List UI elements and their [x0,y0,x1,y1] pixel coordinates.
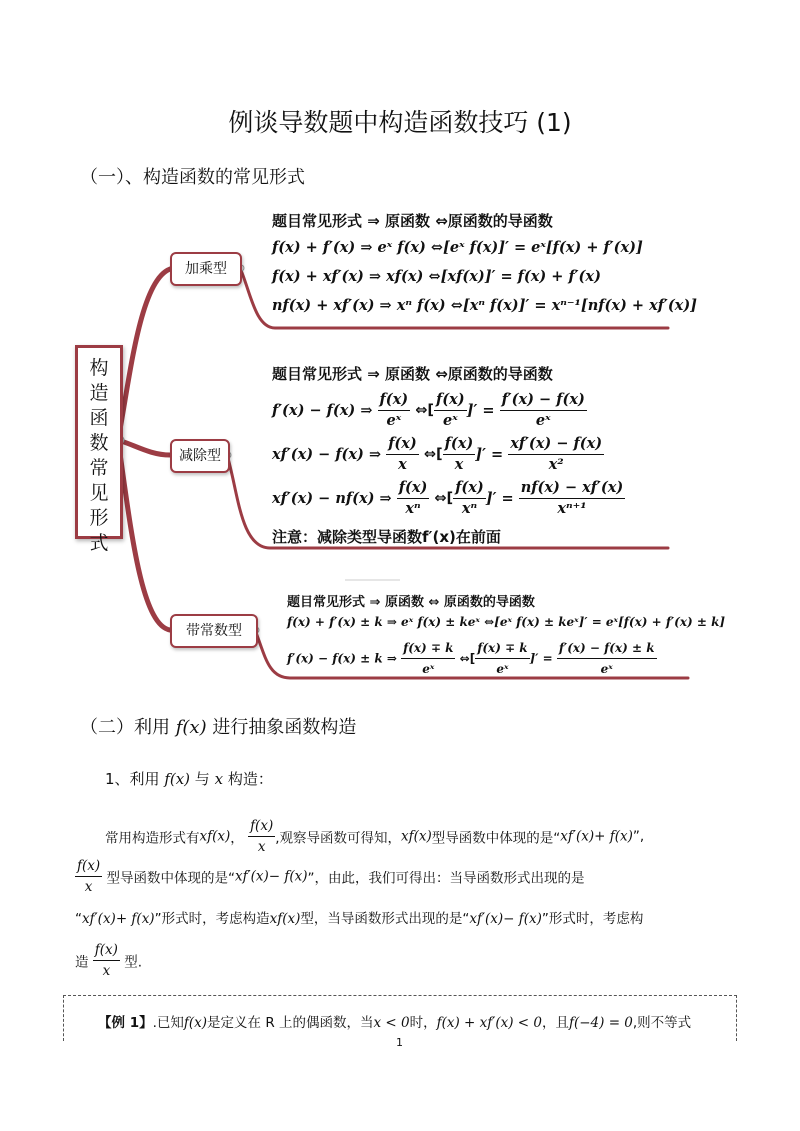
page-title: 例谈导数题中构造函数技巧 (1) [228,108,572,137]
paragraph-line-1: 常用构造形式有xf(x)， $\frac{f(x)}{x}$ ,观察导函数可得知，xf(x)型导函数中体现的是“xf′(x)+ f(x)”, [105,818,645,855]
branch1-header: 题目常见形式 ⇒ 原函数 ⇔原函数的导函数 [272,212,553,230]
branch2-formula-1: f′(x) − f(x) ⇒ $\frac{f(x)}{\text{eˣ}}$ ⇔[ $\frac{f(x)}{\text{eˣ}}$ ]′ = $\frac{f'(x) - f(x)}{\text{eˣ}}$ [272,391,585,429]
mindmap-center-node [75,345,123,554]
branch3-formula-1: f(x) + f′(x) ± k ⇒ eˣ f(x) ± keˣ ⇔[eˣ f(x) ± keˣ]′ = eˣ[f(x) + f′(x) ± k] [287,615,726,629]
branch3-formula-2: f′(x) − f(x) ± k ⇒ $\frac{f(x) \mp k}{\text{eˣ}}$ ⇔[ $\frac{f(x) \mp k}{\text{eˣ}}$ ]′ = $\frac{f'(x) - f(x) \pm k}{\text{eˣ}}$ [287,638,657,679]
branch-node-constant: 带常数型 [170,614,258,648]
branch-node-divide: 减除型 [170,439,230,473]
subsection-heading-1: 1、利用 f(x) 与 x 构造： [105,770,273,788]
connector-center-branch1 [118,268,175,440]
branch2-note: 注意：减除类型导函数f′(x)在前面 [272,528,501,546]
branch2-formula-3: xf′(x) − nf(x) ⇒ $\frac{f(x)}{\text{xⁿ}}$ ⇔[ $\frac{f(x)}{\text{xⁿ}}$ ]′ = $\frac{nf(x) - xf'(x)}{\text{xⁿ⁺¹}}$ [272,479,624,517]
section-heading-2: （二）利用 f(x) 进行抽象函数构造 [80,717,357,738]
center-char: 函 [89,407,109,429]
branch1-formula-2: f(x) + xf′(x) ⇒ xf(x) ⇔[xf(x)]′ = f(x) + f′(x) [272,268,601,285]
page-number: 1 [396,1036,403,1049]
branch1-formula-1: f(x) + f′(x) ⇒ eˣ f(x) ⇔[eˣ f(x)]′ = eˣ[f(x) + f′(x)] [272,239,643,256]
example-label: 【例 1】 [98,1015,153,1031]
center-char: 形 [89,507,109,529]
branch2-formula-2: xf′(x) − f(x) ⇒ $\frac{f(x)}{x}$ ⇔[ $\frac{f(x)}{x}$ ]′ = $\frac{xf'(x) - f(x)}{\text{x²}}$ [272,435,603,473]
center-char: 式 [89,532,109,554]
center-char: 常 [89,457,109,479]
paragraph-line-3: “xf′(x)+ f(x)”形式时，考虑构造xf(x)型，当导函数形式出现的是“xf′(x)− f(x)”形式时，考虑构 [75,911,644,927]
paragraph-line-2: $\frac{f(x)}{x}$ 型导函数中体现的是“xf′(x)− f(x)”，由此，我们可得出：当导函数形式出现的是 [77,858,585,895]
paragraph-line-4: 造 $\frac{f(x)}{x}$ 型. [75,942,143,979]
branch1-formula-3: nf(x) + xf′(x) ⇒ xⁿ f(x) ⇔[xⁿ f(x)]′ = xⁿ⁻¹[nf(x) + xf′(x)] [272,297,698,314]
center-char: 构 [89,357,109,379]
connector-center-branch3 [118,440,170,630]
connector-center-branch2 [118,440,170,455]
branch3-header: 题目常见形式 ⇒ 原函数 ⇔ 原函数的导函数 [287,595,535,610]
center-char: 见 [89,482,109,504]
branch2-header: 题目常见形式 ⇒ 原函数 ⇔原函数的导函数 [272,365,553,383]
branch-node-multiply: 加乘型 [170,252,242,286]
center-char: 数 [89,432,109,454]
example-1-text: 【例 1】.已知f(x)是定义在 R 上的偶函数，当x < 0时，f(x) + xf′(x) < 0，且f(−4) = 0,则不等式 [98,1015,692,1031]
section-heading-1: （一）、构造函数的常见形式 [80,167,305,188]
center-char: 造 [89,382,109,404]
center-node-text [78,356,120,556]
